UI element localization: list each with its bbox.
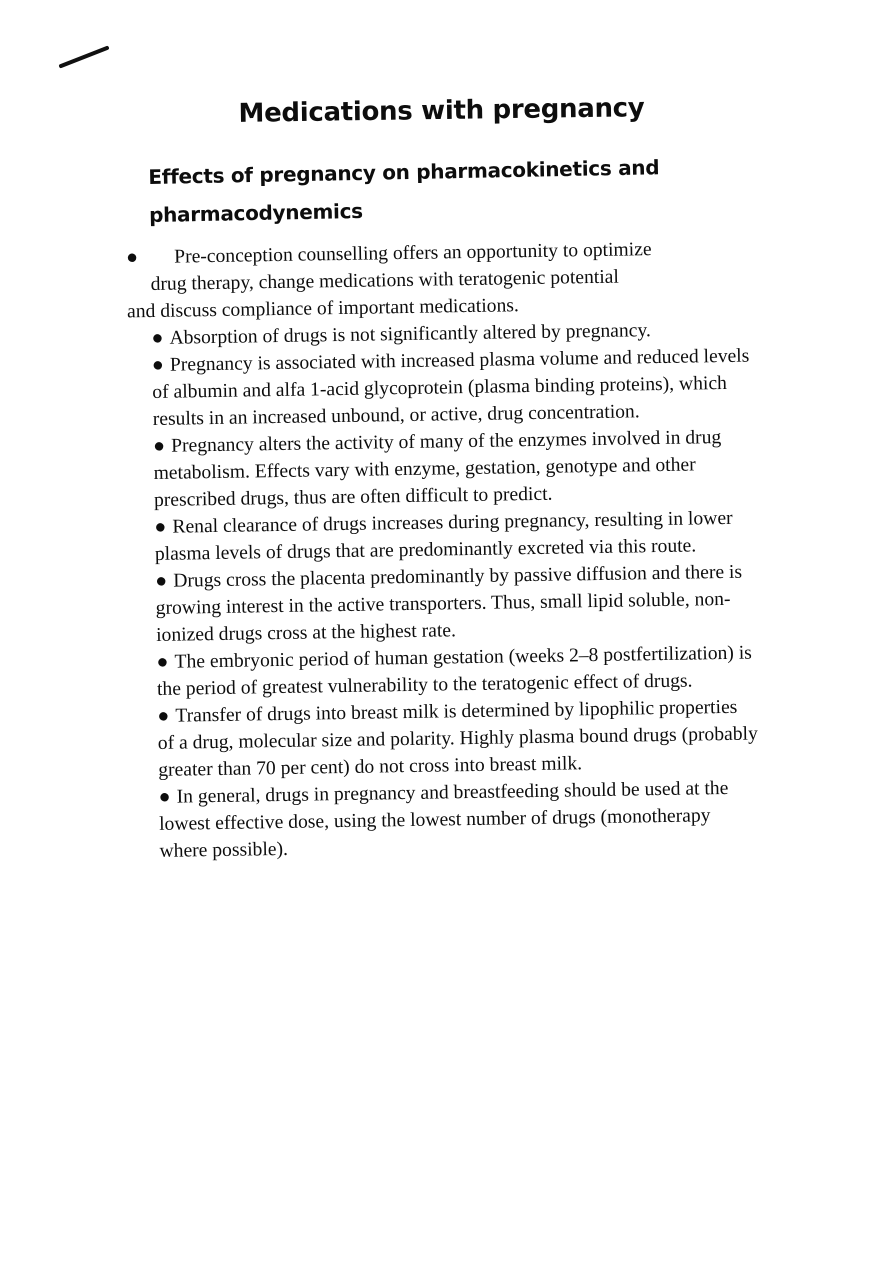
bullet-point: ● bbox=[153, 435, 166, 457]
bullet-list bbox=[126, 235, 760, 865]
bullet-point: ● bbox=[157, 705, 170, 727]
bullet-text: In general, drugs in pregnancy and breastfeeding should be used at the lowest effective dose, using the lowest number of drugs (monotherapy where possible). bbox=[158, 777, 729, 862]
bullet-text: Absorption of drugs is not significantly altered by pregnancy. bbox=[169, 320, 651, 349]
bullet-item bbox=[152, 343, 753, 433]
bullet-item bbox=[126, 235, 751, 325]
bullet-text: Pregnancy alters the activity of many of the enzymes involved in drug metabolism. Effects vary with enzyme, gestation, genotype and other prescribed drugs, thus are often difficult to predict. bbox=[153, 427, 722, 511]
bullet-point: ● bbox=[151, 327, 164, 349]
bullet-item bbox=[158, 775, 759, 865]
bullet-item bbox=[154, 505, 755, 568]
bullet-text: The embryonic period of human gestation (weeks 2–8 postfertilization) is the period of greatest vulnerability to the teratogenic effect of drugs. bbox=[156, 642, 752, 700]
bullet-point: ● bbox=[155, 570, 168, 592]
bullet-text: Pre-conception counselling offers an opportunity to optimize bbox=[174, 239, 652, 268]
bullet-point: ● bbox=[151, 354, 164, 376]
bullet-text: Pregnancy is associated with increased plasma volume and reduced levels of albumin and alfa 1-acid glycoprotein (plasma binding proteins), which results in an increased unbound, or active, drug concentration. bbox=[152, 345, 750, 430]
bullet-point: ● bbox=[156, 651, 169, 673]
bullet-item bbox=[157, 694, 758, 784]
bullet-item bbox=[156, 640, 757, 703]
bullet-point: ● bbox=[158, 786, 171, 808]
pen-stroke-mark bbox=[58, 44, 110, 70]
bullet-text: Drugs cross the placenta predominantly by passive diffusion and there is growing interest in the active transporters. Thus, small lipid soluble, non-ionized drugs cross at the highest rate. bbox=[155, 561, 743, 646]
bullet-item bbox=[155, 559, 756, 649]
page-title: Medications with pregnancy bbox=[238, 93, 645, 129]
bullet-text: Transfer of drugs into breast milk is determined by lipophilic properties of a drug, molecular size and polarity. Highly plasma bound drugs (probably greater than 70 per cent) do not cross into breast milk. bbox=[157, 696, 758, 781]
bullet-text: Renal clearance of drugs increases during pregnancy, resulting in lower plasma levels of drugs that are predominantly excreted via this route. bbox=[154, 507, 733, 565]
bullet-point: ● bbox=[154, 516, 167, 538]
section-heading: Effects of pregnancy on pharmacokinetics and pharmacodynemics bbox=[148, 155, 660, 227]
bullet-text: and discuss compliance of important medications. bbox=[126, 295, 519, 323]
bullet-point: ● bbox=[126, 247, 139, 269]
bullet-text: drug therapy, change medications with teratogenic potential bbox=[150, 266, 620, 295]
bullet-item bbox=[153, 424, 754, 514]
